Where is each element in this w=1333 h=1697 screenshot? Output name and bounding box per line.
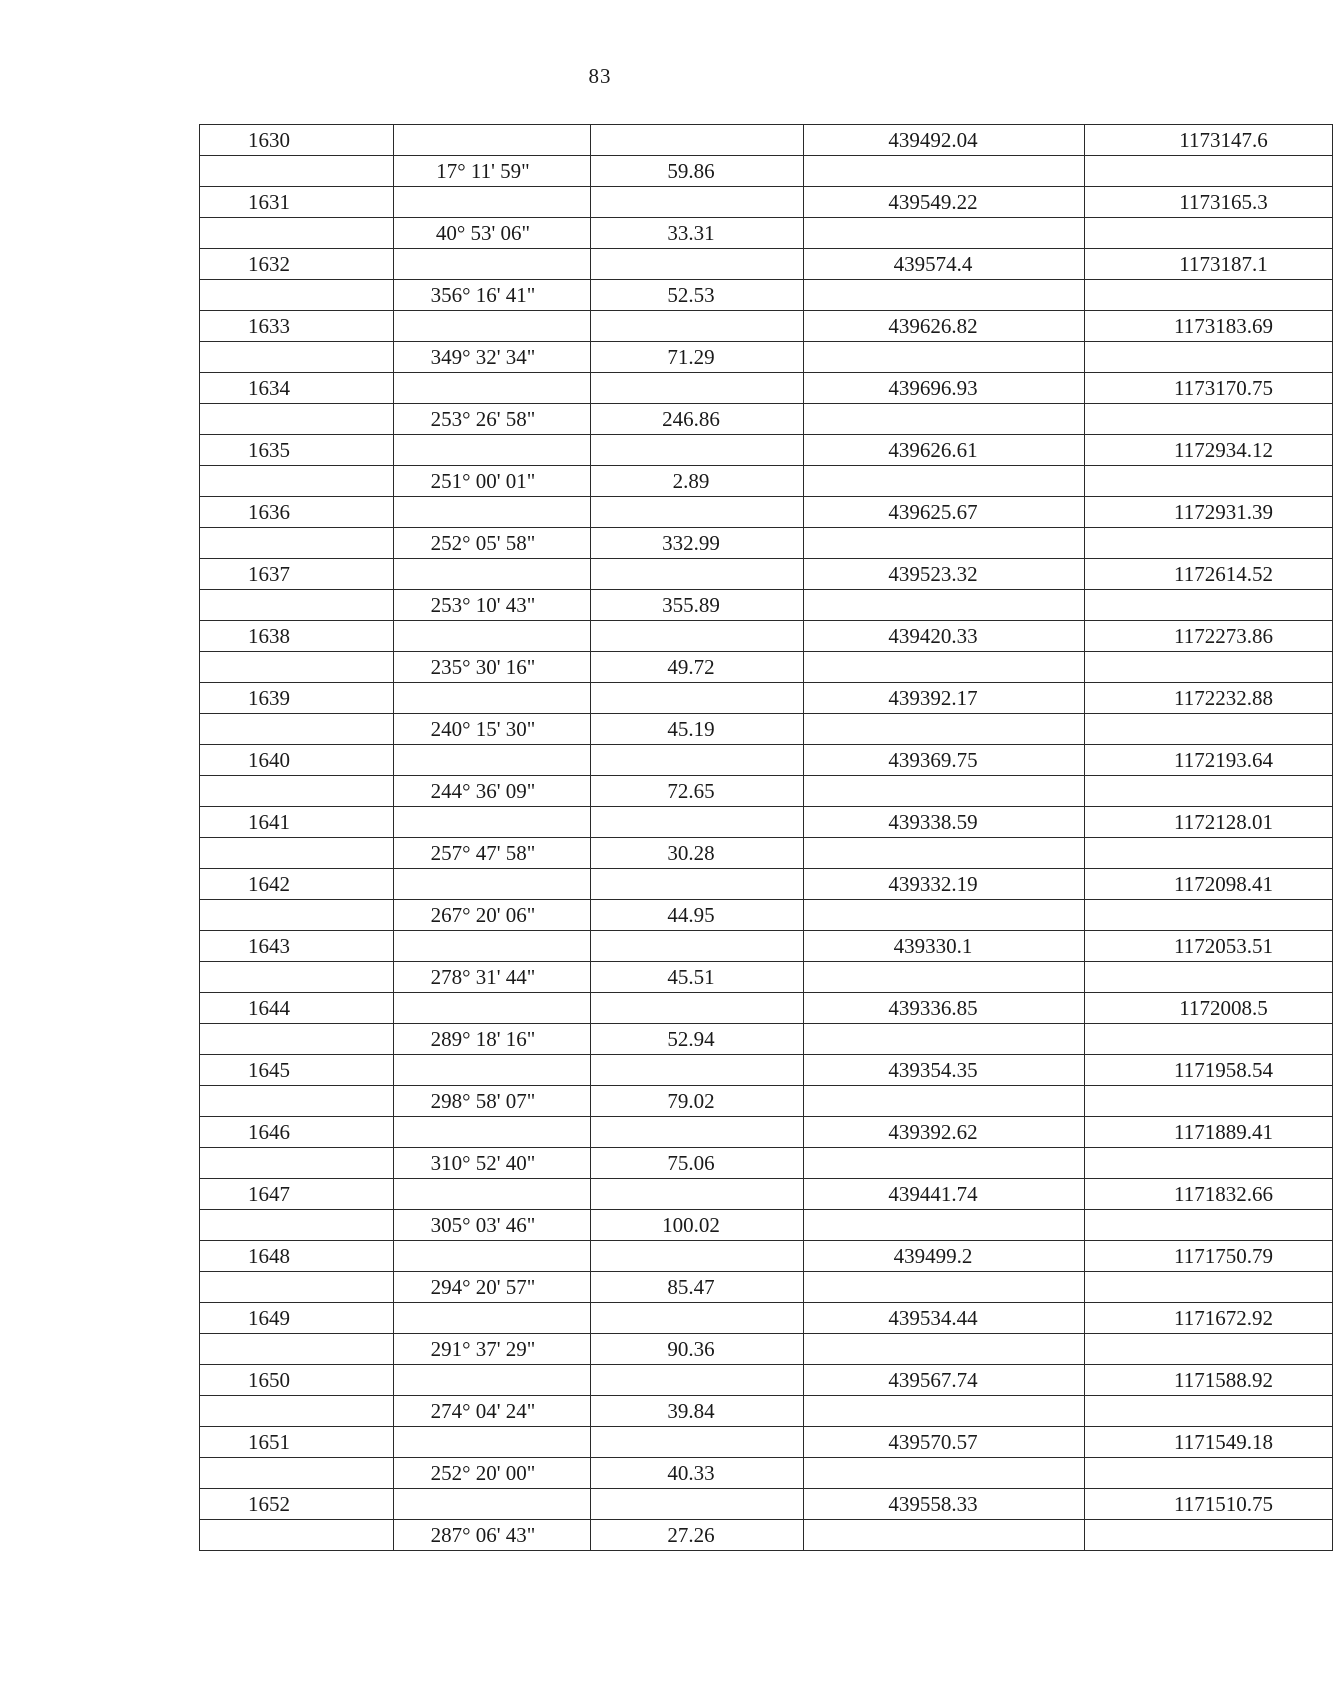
bearing-cell-empty [394, 869, 591, 900]
easting-cell: 1171958.54 [1085, 1055, 1333, 1086]
bearing-cell-empty [394, 1241, 591, 1272]
station-cell-empty [200, 280, 394, 311]
northing-cell: 439441.74 [804, 1179, 1085, 1210]
northing-cell-empty [804, 962, 1085, 993]
easting-cell-empty [1085, 776, 1333, 807]
station-cell-empty [200, 1148, 394, 1179]
bearing-cell: 356° 16' 41" [394, 280, 591, 311]
station-number: 1640 [200, 745, 394, 776]
bearing-cell: 310° 52' 40" [394, 1148, 591, 1179]
station-number: 1633 [200, 311, 394, 342]
bearing-cell: 253° 26' 58" [394, 404, 591, 435]
easting-cell-empty [1085, 838, 1333, 869]
station-cell-empty [200, 404, 394, 435]
station-number: 1646 [200, 1117, 394, 1148]
bearing-cell-empty [394, 621, 591, 652]
station-number: 1645 [200, 1055, 394, 1086]
northing-cell: 439336.85 [804, 993, 1085, 1024]
bearing-cell-empty [394, 187, 591, 218]
leg-row [200, 590, 1333, 621]
distance-cell: 52.53 [591, 280, 804, 311]
easting-cell-empty [1085, 1148, 1333, 1179]
distance-cell: 49.72 [591, 652, 804, 683]
distance-cell-empty [591, 1179, 804, 1210]
northing-cell: 439626.61 [804, 435, 1085, 466]
leg-row [200, 466, 1333, 497]
easting-cell-empty [1085, 1396, 1333, 1427]
leg-row [200, 776, 1333, 807]
station-number: 1631 [200, 187, 394, 218]
station-row [200, 931, 1333, 962]
northing-cell: 439338.59 [804, 807, 1085, 838]
station-row [200, 1055, 1333, 1086]
easting-cell: 1172614.52 [1085, 559, 1333, 590]
station-number: 1632 [200, 249, 394, 280]
northing-cell: 439492.04 [804, 125, 1085, 156]
northing-cell: 439369.75 [804, 745, 1085, 776]
northing-cell-empty [804, 342, 1085, 373]
station-number: 1635 [200, 435, 394, 466]
station-number: 1643 [200, 931, 394, 962]
distance-cell: 332.99 [591, 528, 804, 559]
station-row [200, 187, 1333, 218]
distance-cell: 71.29 [591, 342, 804, 373]
easting-cell: 1172232.88 [1085, 683, 1333, 714]
distance-cell: 246.86 [591, 404, 804, 435]
easting-cell: 1172098.41 [1085, 869, 1333, 900]
northing-cell: 439523.32 [804, 559, 1085, 590]
bearing-cell: 294° 20' 57" [394, 1272, 591, 1303]
leg-row [200, 156, 1333, 187]
station-cell-empty [200, 652, 394, 683]
station-row [200, 1303, 1333, 1334]
bearing-cell: 251° 00' 01" [394, 466, 591, 497]
station-row [200, 249, 1333, 280]
station-row [200, 435, 1333, 466]
station-cell-empty [200, 1458, 394, 1489]
leg-row [200, 962, 1333, 993]
bearing-cell: 291° 37' 29" [394, 1334, 591, 1365]
easting-cell-empty [1085, 1334, 1333, 1365]
leg-row [200, 218, 1333, 249]
survey-coordinates-table [199, 124, 1333, 1551]
easting-cell: 1172008.5 [1085, 993, 1333, 1024]
northing-cell-empty [804, 1396, 1085, 1427]
station-row [200, 745, 1333, 776]
station-row [200, 1179, 1333, 1210]
easting-cell-empty [1085, 528, 1333, 559]
easting-cell-empty [1085, 466, 1333, 497]
leg-row [200, 1396, 1333, 1427]
northing-cell: 439626.82 [804, 311, 1085, 342]
northing-cell: 439330.1 [804, 931, 1085, 962]
distance-cell-empty [591, 373, 804, 404]
easting-cell: 1173147.6 [1085, 125, 1333, 156]
distance-cell-empty [591, 993, 804, 1024]
station-cell-empty [200, 218, 394, 249]
distance-cell: 75.06 [591, 1148, 804, 1179]
leg-row [200, 1458, 1333, 1489]
northing-cell-empty [804, 714, 1085, 745]
leg-row [200, 1334, 1333, 1365]
easting-cell-empty [1085, 156, 1333, 187]
northing-cell-empty [804, 1024, 1085, 1055]
northing-cell-empty [804, 1272, 1085, 1303]
leg-row [200, 900, 1333, 931]
bearing-cell-empty [394, 125, 591, 156]
station-cell-empty [200, 714, 394, 745]
distance-cell: 40.33 [591, 1458, 804, 1489]
leg-row [200, 404, 1333, 435]
distance-cell-empty [591, 1241, 804, 1272]
distance-cell: 45.51 [591, 962, 804, 993]
distance-cell-empty [591, 621, 804, 652]
station-number: 1641 [200, 807, 394, 838]
northing-cell: 439567.74 [804, 1365, 1085, 1396]
easting-cell-empty [1085, 652, 1333, 683]
easting-cell: 1173187.1 [1085, 249, 1333, 280]
northing-cell-empty [804, 590, 1085, 621]
distance-cell: 33.31 [591, 218, 804, 249]
bearing-cell: 252° 20' 00" [394, 1458, 591, 1489]
northing-cell: 439354.35 [804, 1055, 1085, 1086]
leg-row [200, 1272, 1333, 1303]
station-row [200, 1365, 1333, 1396]
station-number: 1638 [200, 621, 394, 652]
bearing-cell-empty [394, 373, 591, 404]
easting-cell: 1171510.75 [1085, 1489, 1333, 1520]
station-row [200, 1489, 1333, 1520]
station-cell-empty [200, 1334, 394, 1365]
northing-cell-empty [804, 900, 1085, 931]
bearing-cell-empty [394, 1489, 591, 1520]
distance-cell-empty [591, 311, 804, 342]
distance-cell-empty [591, 1427, 804, 1458]
distance-cell-empty [591, 869, 804, 900]
leg-row [200, 1086, 1333, 1117]
station-row [200, 1117, 1333, 1148]
station-row [200, 621, 1333, 652]
distance-cell-empty [591, 807, 804, 838]
bearing-cell-empty [394, 311, 591, 342]
northing-cell-empty [804, 218, 1085, 249]
northing-cell: 439420.33 [804, 621, 1085, 652]
easting-cell-empty [1085, 714, 1333, 745]
distance-cell-empty [591, 745, 804, 776]
station-number: 1630 [200, 125, 394, 156]
bearing-cell-empty [394, 1055, 591, 1086]
northing-cell: 439392.17 [804, 683, 1085, 714]
distance-cell: 72.65 [591, 776, 804, 807]
northing-cell-empty [804, 652, 1085, 683]
leg-row [200, 1024, 1333, 1055]
bearing-cell: 244° 36' 09" [394, 776, 591, 807]
page-number: 83 [588, 64, 612, 88]
distance-cell: 39.84 [591, 1396, 804, 1427]
easting-cell-empty [1085, 1210, 1333, 1241]
distance-cell-empty [591, 1303, 804, 1334]
distance-cell: 85.47 [591, 1272, 804, 1303]
easting-cell-empty [1085, 342, 1333, 373]
bearing-cell: 17° 11' 59" [394, 156, 591, 187]
northing-cell: 439499.2 [804, 1241, 1085, 1272]
station-cell-empty [200, 1210, 394, 1241]
bearing-cell: 289° 18' 16" [394, 1024, 591, 1055]
easting-cell: 1171832.66 [1085, 1179, 1333, 1210]
northing-cell-empty [804, 1520, 1085, 1551]
easting-cell: 1172934.12 [1085, 435, 1333, 466]
distance-cell: 59.86 [591, 156, 804, 187]
bearing-cell: 240° 15' 30" [394, 714, 591, 745]
bearing-cell: 257° 47' 58" [394, 838, 591, 869]
easting-cell-empty [1085, 1086, 1333, 1117]
bearing-cell-empty [394, 931, 591, 962]
station-cell-empty [200, 1086, 394, 1117]
bearing-cell: 349° 32' 34" [394, 342, 591, 373]
distance-cell-empty [591, 187, 804, 218]
station-row [200, 497, 1333, 528]
leg-row [200, 342, 1333, 373]
easting-cell-empty [1085, 1458, 1333, 1489]
northing-cell-empty [804, 1334, 1085, 1365]
station-cell-empty [200, 1024, 394, 1055]
station-row [200, 869, 1333, 900]
station-cell-empty [200, 900, 394, 931]
bearing-cell: 287° 06' 43" [394, 1520, 591, 1551]
northing-cell: 439549.22 [804, 187, 1085, 218]
leg-row [200, 714, 1333, 745]
station-number: 1637 [200, 559, 394, 590]
leg-row [200, 1210, 1333, 1241]
easting-cell: 1171889.41 [1085, 1117, 1333, 1148]
easting-cell-empty [1085, 1024, 1333, 1055]
bearing-cell: 278° 31' 44" [394, 962, 591, 993]
bearing-cell-empty [394, 1179, 591, 1210]
easting-cell-empty [1085, 280, 1333, 311]
station-row [200, 993, 1333, 1024]
distance-cell-empty [591, 125, 804, 156]
northing-cell-empty [804, 280, 1085, 311]
station-row [200, 311, 1333, 342]
station-cell-empty [200, 342, 394, 373]
station-row [200, 559, 1333, 590]
northing-cell: 439558.33 [804, 1489, 1085, 1520]
easting-cell-empty [1085, 218, 1333, 249]
northing-cell: 439625.67 [804, 497, 1085, 528]
northing-cell-empty [804, 528, 1085, 559]
northing-cell-empty [804, 466, 1085, 497]
station-cell-empty [200, 962, 394, 993]
leg-row [200, 280, 1333, 311]
station-cell-empty [200, 466, 394, 497]
bearing-cell-empty [394, 1365, 591, 1396]
distance-cell: 27.26 [591, 1520, 804, 1551]
station-number: 1634 [200, 373, 394, 404]
easting-cell: 1173170.75 [1085, 373, 1333, 404]
easting-cell: 1172273.86 [1085, 621, 1333, 652]
leg-row [200, 1148, 1333, 1179]
northing-cell: 439696.93 [804, 373, 1085, 404]
distance-cell: 2.89 [591, 466, 804, 497]
northing-cell: 439392.62 [804, 1117, 1085, 1148]
easting-cell: 1171549.18 [1085, 1427, 1333, 1458]
bearing-cell-empty [394, 807, 591, 838]
northing-cell: 439574.4 [804, 249, 1085, 280]
station-cell-empty [200, 1396, 394, 1427]
table-body [200, 125, 1333, 1551]
easting-cell: 1171588.92 [1085, 1365, 1333, 1396]
station-cell-empty [200, 528, 394, 559]
easting-cell-empty [1085, 590, 1333, 621]
station-number: 1652 [200, 1489, 394, 1520]
bearing-cell-empty [394, 435, 591, 466]
leg-row [200, 838, 1333, 869]
distance-cell-empty [591, 683, 804, 714]
bearing-cell-empty [394, 1427, 591, 1458]
easting-cell-empty [1085, 404, 1333, 435]
distance-cell-empty [591, 497, 804, 528]
easting-cell: 1173165.3 [1085, 187, 1333, 218]
station-number: 1636 [200, 497, 394, 528]
leg-row [200, 528, 1333, 559]
distance-cell: 79.02 [591, 1086, 804, 1117]
station-number: 1651 [200, 1427, 394, 1458]
bearing-cell-empty [394, 1303, 591, 1334]
station-row [200, 373, 1333, 404]
northing-cell-empty [804, 404, 1085, 435]
easting-cell: 1171672.92 [1085, 1303, 1333, 1334]
bearing-cell-empty [394, 993, 591, 1024]
station-cell-empty [200, 776, 394, 807]
distance-cell-empty [591, 1365, 804, 1396]
station-cell-empty [200, 1520, 394, 1551]
distance-cell: 44.95 [591, 900, 804, 931]
bearing-cell: 252° 05' 58" [394, 528, 591, 559]
station-row [200, 683, 1333, 714]
distance-cell-empty [591, 249, 804, 280]
distance-cell-empty [591, 1117, 804, 1148]
station-number: 1649 [200, 1303, 394, 1334]
northing-cell-empty [804, 838, 1085, 869]
northing-cell: 439570.57 [804, 1427, 1085, 1458]
bearing-cell: 274° 04' 24" [394, 1396, 591, 1427]
bearing-cell-empty [394, 249, 591, 280]
station-row [200, 1427, 1333, 1458]
station-row [200, 125, 1333, 156]
station-number: 1639 [200, 683, 394, 714]
distance-cell: 90.36 [591, 1334, 804, 1365]
easting-cell-empty [1085, 900, 1333, 931]
distance-cell-empty [591, 931, 804, 962]
bearing-cell: 253° 10' 43" [394, 590, 591, 621]
station-number: 1647 [200, 1179, 394, 1210]
northing-cell-empty [804, 1086, 1085, 1117]
bearing-cell-empty [394, 745, 591, 776]
distance-cell: 355.89 [591, 590, 804, 621]
distance-cell-empty [591, 435, 804, 466]
easting-cell-empty [1085, 1272, 1333, 1303]
distance-cell-empty [591, 1055, 804, 1086]
easting-cell: 1172128.01 [1085, 807, 1333, 838]
station-cell-empty [200, 156, 394, 187]
distance-cell: 30.28 [591, 838, 804, 869]
distance-cell-empty [591, 559, 804, 590]
leg-row [200, 652, 1333, 683]
distance-cell: 45.19 [591, 714, 804, 745]
bearing-cell-empty [394, 497, 591, 528]
distance-cell: 100.02 [591, 1210, 804, 1241]
northing-cell-empty [804, 1148, 1085, 1179]
northing-cell-empty [804, 1210, 1085, 1241]
station-number: 1644 [200, 993, 394, 1024]
northing-cell-empty [804, 776, 1085, 807]
northing-cell: 439332.19 [804, 869, 1085, 900]
bearing-cell-empty [394, 559, 591, 590]
bearing-cell: 305° 03' 46" [394, 1210, 591, 1241]
bearing-cell-empty [394, 683, 591, 714]
easting-cell: 1173183.69 [1085, 311, 1333, 342]
bearing-cell: 267° 20' 06" [394, 900, 591, 931]
easting-cell: 1171750.79 [1085, 1241, 1333, 1272]
easting-cell: 1172193.64 [1085, 745, 1333, 776]
station-cell-empty [200, 1272, 394, 1303]
distance-cell: 52.94 [591, 1024, 804, 1055]
easting-cell: 1172931.39 [1085, 497, 1333, 528]
bearing-cell-empty [394, 1117, 591, 1148]
leg-row [200, 1520, 1333, 1551]
station-cell-empty [200, 838, 394, 869]
station-number: 1642 [200, 869, 394, 900]
easting-cell-empty [1085, 962, 1333, 993]
station-row [200, 1241, 1333, 1272]
bearing-cell: 298° 58' 07" [394, 1086, 591, 1117]
northing-cell-empty [804, 156, 1085, 187]
northing-cell: 439534.44 [804, 1303, 1085, 1334]
distance-cell-empty [591, 1489, 804, 1520]
northing-cell-empty [804, 1458, 1085, 1489]
easting-cell-empty [1085, 1520, 1333, 1551]
station-cell-empty [200, 590, 394, 621]
easting-cell: 1172053.51 [1085, 931, 1333, 962]
station-row [200, 807, 1333, 838]
bearing-cell: 40° 53' 06" [394, 218, 591, 249]
bearing-cell: 235° 30' 16" [394, 652, 591, 683]
station-number: 1648 [200, 1241, 394, 1272]
station-number: 1650 [200, 1365, 394, 1396]
